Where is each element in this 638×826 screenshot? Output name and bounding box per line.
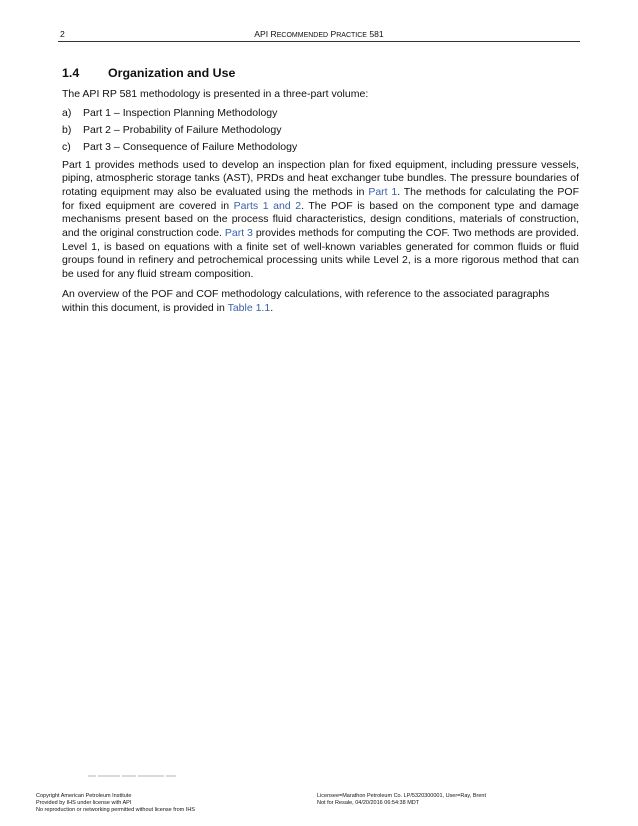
list-marker: b) [62,124,72,137]
running-title-suffix: 581 [366,29,384,39]
page-header [58,29,580,42]
intro-paragraph: The API RP 581 methodology is presented in a three-part volume: [62,87,369,100]
list-marker: a) [62,107,72,120]
running-title-smallcaps-1: ECOMMENDED [276,32,329,39]
paragraph-text: . [270,301,274,314]
main-content [62,67,579,321]
section-heading [62,67,579,81]
footer-left [36,793,195,815]
running-title-mid: P [328,29,337,39]
list-item [62,124,579,138]
list-item-text: Part 2 – Probability of Failure Methodology [83,124,282,137]
paragraph-text: provides methods for computing the COF. Two methods are provided. Level 1, is based on equations with a finite set of well-known variables generated for common fluids or fluid groups found in refinery and petrochemical processing units while Level 2, is a more rigorous method that can be used for any fluid stream composition. [62,227,579,281]
parts1-and-2-link[interactable]: Parts 1 and 2 [233,199,302,212]
footer-copyright: Copyright American Petroleum Institute [36,793,132,799]
list-item [62,141,579,155]
paragraph-text: . The POF is based on the component type and damage mechanisms present based on the process fluid characteristics, design conditions, materials of construction, and the original construction code. [62,199,579,240]
paragraph-text: Part 1 provides methods used to develop an inspection plan for fixed equipment, including pressure vessels, piping, atmospheric storage tanks (AST), PRDs and heat exchanger tube bundles. The pressure boundaries of rotating equipment may also be evaluated using the methods in [62,158,579,198]
footer-licensee: Licensee=Marathon Petroleum Co. LP/5320300001, User=Ray, Brent [317,793,486,799]
paragraph-text: . The methods for calculating the POF for fixed equipment are covered in [62,185,579,212]
footer-right [317,793,486,807]
page-number: 2 [60,29,65,39]
body-paragraph-1 [62,159,579,282]
parts-list [62,107,579,154]
section-number: 1.4 [62,66,80,80]
list-marker: c) [62,140,71,153]
running-title-prefix: API R [254,29,277,39]
table-1-1-link[interactable]: Table 1.1 [227,301,271,314]
section-title: Organization and Use [108,66,236,80]
list-item-text: Part 3 – Consequence of Failure Methodology [83,140,298,153]
list-item-text: Part 1 – Inspection Planning Methodology [83,107,278,120]
footer-restriction: No reproduction or networking permitted without license from IHS [36,807,195,814]
list-item [62,107,579,121]
part3-link[interactable]: Part 3 [224,227,253,240]
running-title [58,29,580,39]
running-title-smallcaps-2: RACTICE [336,32,367,39]
part1-link[interactable]: Part 1 [368,185,398,198]
faint-watermark-mark [88,775,180,778]
body-paragraph-2 [62,288,579,315]
footer-provider: Provided by IHS under license with API [36,800,132,807]
paragraph-text: An overview of the POF and COF methodology calculations, with reference to the associated paragraphs within this document, is provided in [62,287,550,314]
footer-resale: Not for Resale, 04/20/2016 06:54:38 MDT [317,800,420,807]
